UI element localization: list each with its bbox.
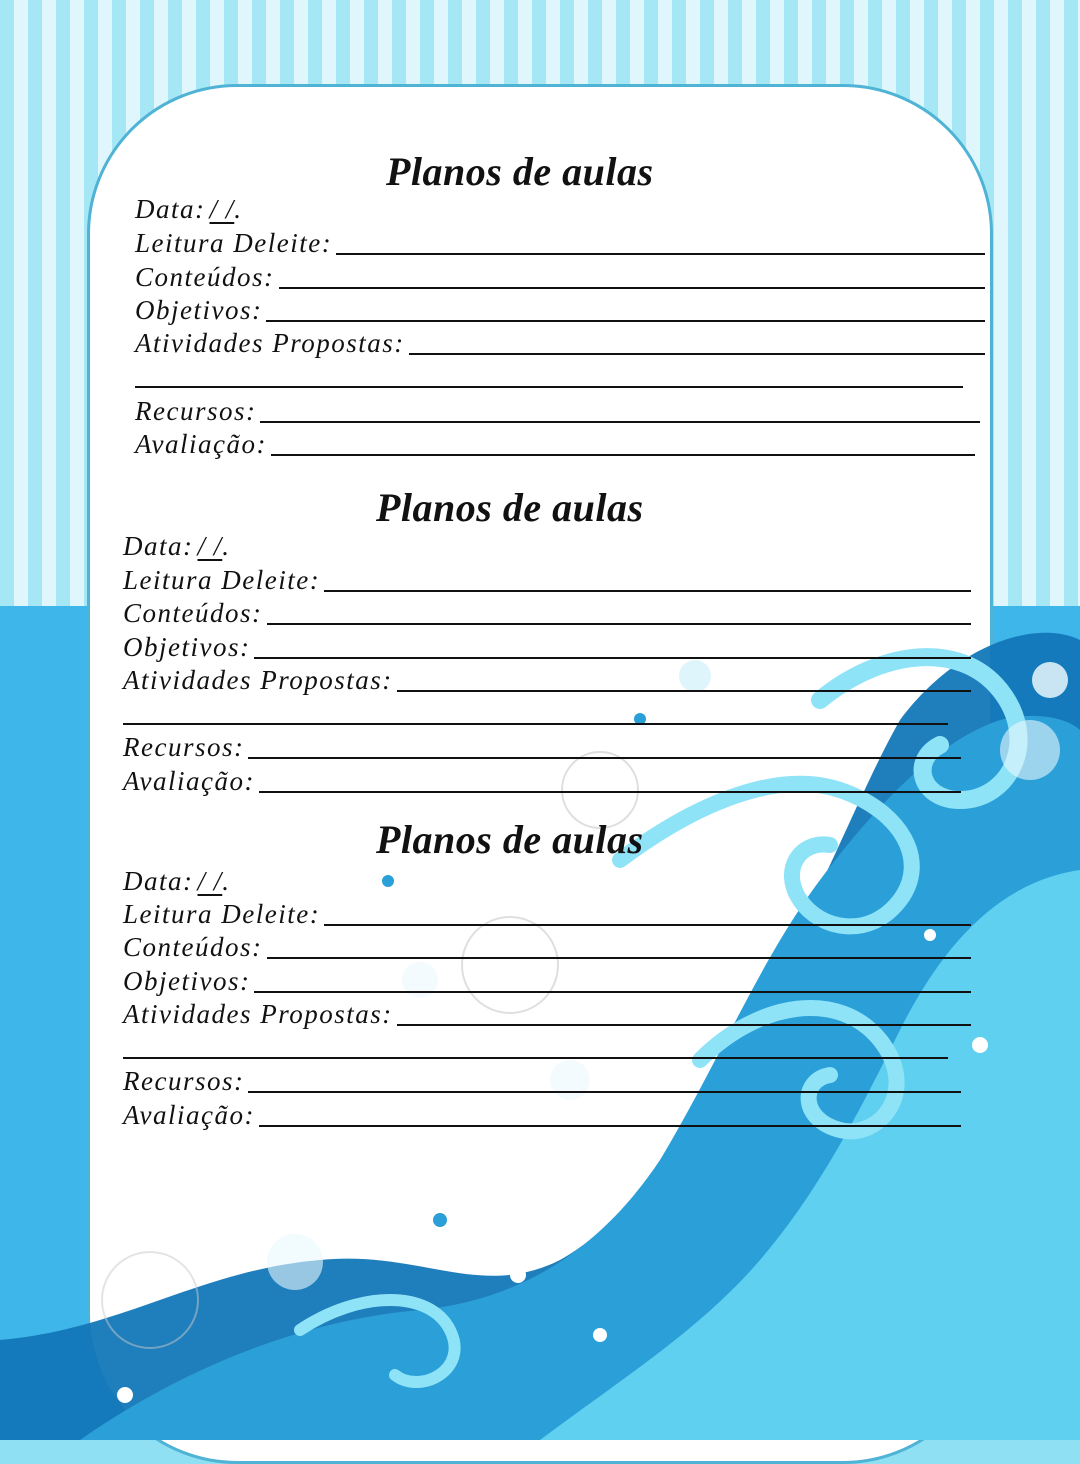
field-label: Atividades Propostas: — [123, 665, 393, 695]
field-label: Recursos: — [123, 1066, 245, 1096]
field-recursos[interactable] — [123, 1062, 961, 1096]
field-leitura[interactable] — [123, 561, 971, 595]
write-line[interactable] — [254, 657, 971, 659]
field-label: Atividades Propostas: — [123, 999, 393, 1029]
date-row — [123, 527, 423, 561]
field-label: Avaliação: — [123, 766, 255, 796]
write-line[interactable] — [248, 757, 961, 759]
date-row — [123, 862, 423, 896]
date-label: Data: — [135, 194, 206, 224]
date-label: Data: — [123, 866, 194, 896]
form-title: Planos de aulas — [376, 817, 644, 862]
field-label: Atividades Propostas: — [135, 328, 405, 358]
field-recursos[interactable] — [135, 392, 980, 426]
write-line[interactable] — [271, 454, 975, 456]
field-conteudos[interactable] — [123, 928, 971, 962]
field-avaliacao[interactable] — [123, 762, 961, 796]
field-atividades[interactable] — [123, 661, 971, 695]
field-label: Recursos: — [123, 732, 245, 762]
date-label: Data: — [123, 531, 194, 561]
field-conteudos[interactable] — [123, 594, 971, 628]
write-line[interactable] — [397, 690, 971, 692]
field-label: Leitura Deleite: — [123, 899, 321, 929]
date-field[interactable]: / /. — [209, 194, 243, 224]
write-line[interactable] — [259, 791, 961, 793]
field-label: Avaliação: — [123, 1100, 255, 1130]
field-label: Conteúdos: — [135, 262, 275, 292]
field-label: Objetivos: — [123, 966, 251, 996]
write-line[interactable] — [259, 1125, 961, 1127]
field-objetivos[interactable] — [123, 962, 971, 996]
field-label: Objetivos: — [135, 295, 263, 325]
field-label: Leitura Deleite: — [123, 565, 321, 595]
field-avaliacao[interactable] — [135, 425, 975, 459]
field-label: Objetivos: — [123, 632, 251, 662]
write-line[interactable] — [267, 957, 972, 959]
field-recursos[interactable] — [123, 728, 961, 762]
date-field[interactable]: / /. — [197, 531, 231, 561]
field-atividades[interactable] — [123, 995, 971, 1029]
write-line[interactable] — [324, 924, 971, 926]
extra-write-line[interactable] — [135, 386, 963, 388]
extra-write-line[interactable] — [123, 1057, 948, 1059]
date-field[interactable]: / /. — [197, 866, 231, 896]
form-title: Planos de aulas — [376, 485, 644, 530]
write-line[interactable] — [254, 991, 971, 993]
write-line[interactable] — [248, 1091, 961, 1093]
field-label: Conteúdos: — [123, 598, 263, 628]
field-label: Recursos: — [135, 396, 257, 426]
write-line[interactable] — [267, 623, 972, 625]
form-title: Planos de aulas — [386, 149, 654, 194]
field-objetivos[interactable] — [123, 628, 971, 662]
field-label: Conteúdos: — [123, 932, 263, 962]
write-line[interactable] — [324, 590, 971, 592]
field-label: Avaliação: — [135, 429, 267, 459]
write-line[interactable] — [397, 1024, 971, 1026]
write-line[interactable] — [409, 353, 985, 355]
extra-write-line[interactable] — [123, 723, 948, 725]
field-label: Leitura Deleite: — [135, 228, 333, 258]
write-line[interactable] — [260, 421, 980, 423]
field-leitura[interactable] — [123, 895, 971, 929]
field-avaliacao[interactable] — [123, 1096, 961, 1130]
